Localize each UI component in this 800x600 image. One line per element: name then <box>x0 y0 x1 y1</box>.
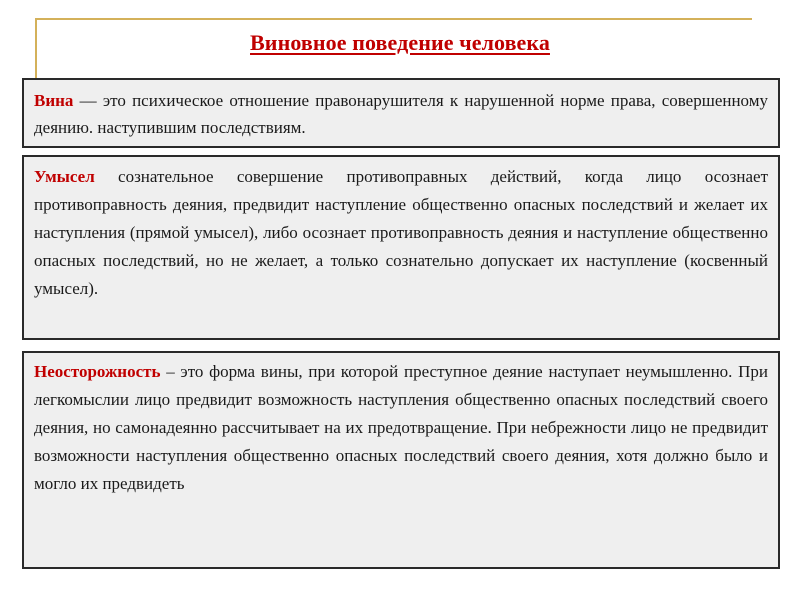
definition-text-guilt: — это психическое отношение правонарушителя к нарушенной норме права, совершенному деянию. наступившим последствиям. <box>34 91 768 137</box>
term-negligence: Неосторожность <box>34 362 161 381</box>
definition-card-guilt <box>22 78 780 148</box>
definition-card-intent <box>22 155 780 340</box>
definition-text-negligence: – это форма вины, при которой преступное деяние наступает неумышленно. При легкомыслии лицо предвидит возможность наступления общественно опасных последствий своего деяния, но самонадеянно рассчитывает на их предотвращение. При небрежности лицо не предвидит возможности наступления общественно опасных последствий своего деяния, хотя должно было и могло их предвидеть <box>34 362 768 493</box>
page-title: Виновное поведение человека <box>250 30 550 55</box>
definition-card-negligence <box>22 351 780 569</box>
term-guilt: Вина <box>34 91 74 110</box>
term-intent: Умысел <box>34 167 95 186</box>
slide-frame-top-line <box>35 18 752 20</box>
definition-text-intent: сознательное совершение противоправных действий, когда лицо осознает противоправность деяния, предвидит наступление общественно опасных последствий и желает их наступления (прямой умысел), либо осознает противоправность деяния и наступление общественно опасных последствий, но не желает, а только сознательно допускает их наступление (косвенный умысел). <box>34 167 768 298</box>
